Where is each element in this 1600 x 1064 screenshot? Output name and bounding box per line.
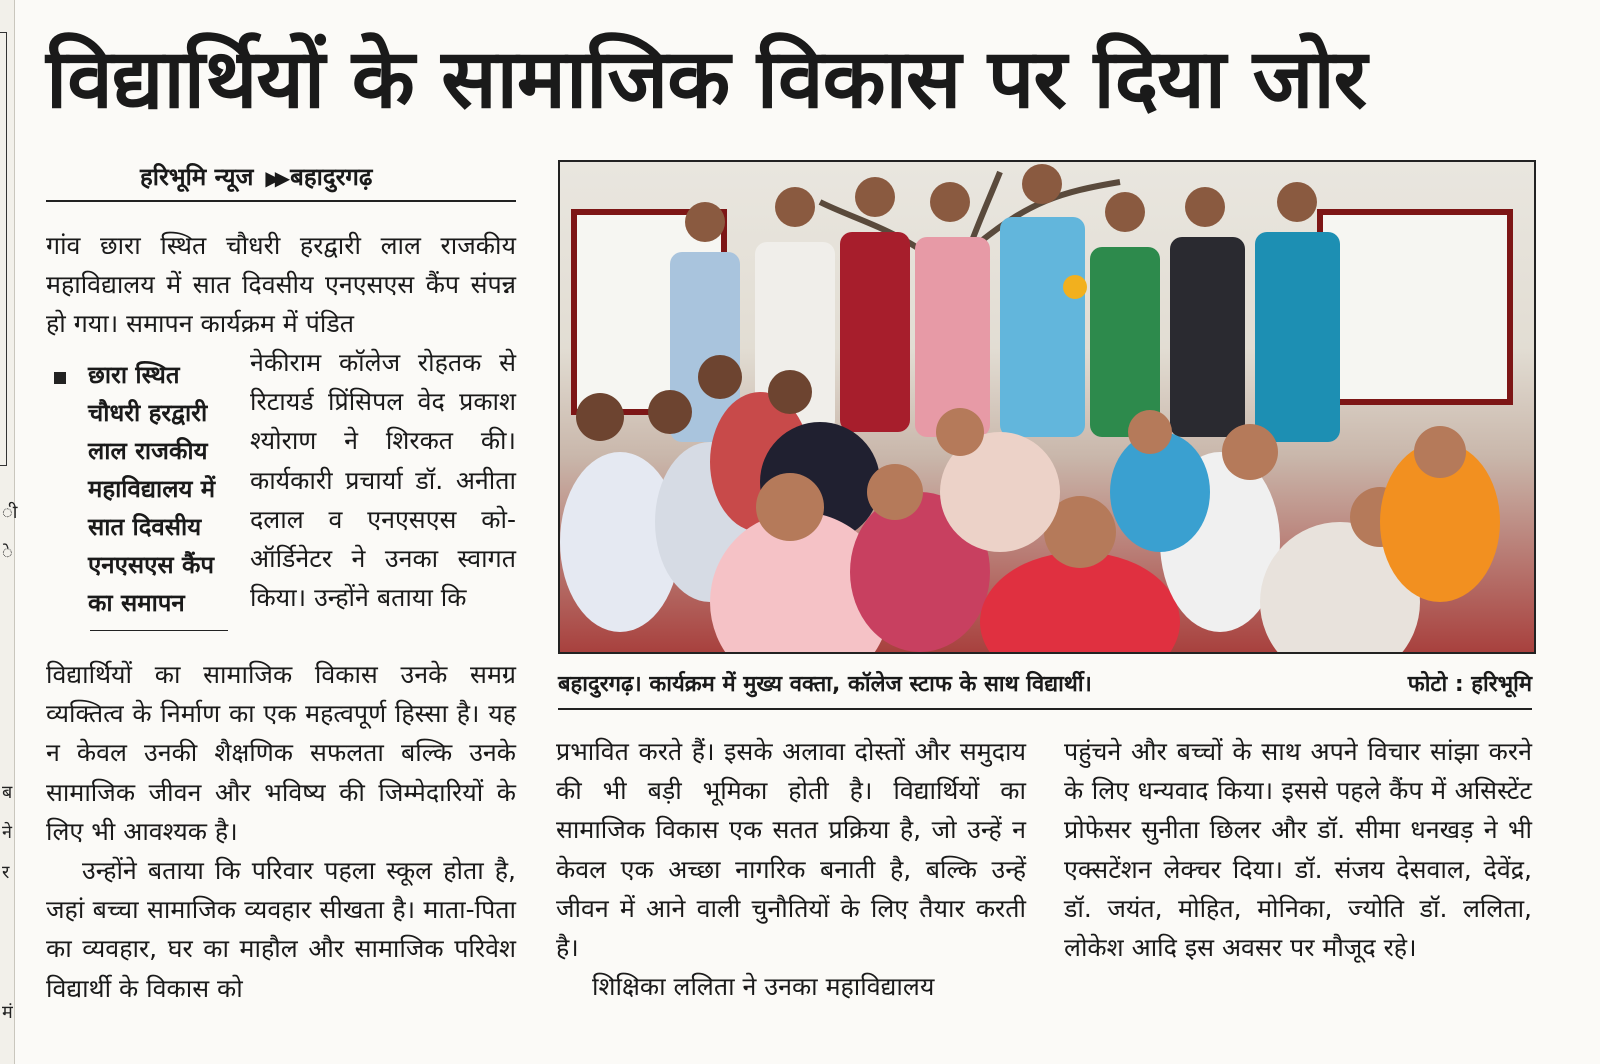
whiteboard-right [1320, 212, 1510, 402]
fast-forward-icon: ▶▶ [265, 166, 285, 190]
square-bullet-icon [54, 372, 66, 384]
col3 [1064, 732, 1532, 967]
flower-bouquet [1063, 275, 1087, 299]
edge-fragment: ी [2, 502, 18, 523]
edge-fragment: मं [2, 1002, 13, 1023]
caption-rule [558, 708, 1532, 710]
photo-credit: फोटो : हरिभूमि [1407, 672, 1532, 697]
byline-source: हरिभूमि न्यूज [140, 163, 254, 191]
col3-paragraph: पहुंचने और बच्चों के साथ अपने विचार सांझा करने के लिए धन्यवाद किया। इससे पहले कैंप में असिस्टेंट प्रोफेसर सुनीता छिलर और डॉ. सीमा धनखड़ ने भी एक्सटेंशन लेक्चर दिया। डॉ. संजय देसवाल, देवेंद्र, डॉ. जयंत, मोहित, मोनिका, ज्योति डॉ. ललिता, लोकेश आदि इस अवसर पर मौजूद रहे। [1064, 737, 1532, 963]
col2-paragraph: प्रभावित करते हैं। इसके अलावा दोस्तों और समुदाय की भी बड़ी भूमिका होती है। विद्यार्थियों का सामाजिक विकास एक सतत प्रक्रिया है, जो उन्हें न केवल एक अच्छा नागरिक बनाती है, बल्कि उन्हें जीवन में आने वाली चुनौतियों के लिए तैयार करती है। [556, 737, 1026, 963]
byline-location: बहादुरगढ़ [290, 163, 373, 191]
edge-fragment: र [2, 862, 10, 883]
article-headline: विद्यार्थियों के सामाजिक विकास पर दिया जोर [46, 32, 1367, 127]
col1-side-text: नेकीराम कॉलेज रोहतक से रिटायर्ड प्रिंसिपल वेद प्रकाश श्योराण ने शिरकत की। कार्यकारी प्रचार्या डॉ. अनीता दलाल व एनएसएस को-ऑर्डिनेटर ने उनका स्वागत किया। उन्होंने बताया कि [250, 348, 516, 613]
highlight-rule [90, 630, 228, 631]
highlight-box [48, 356, 230, 622]
article-photo [558, 160, 1536, 654]
edge-fragment: ब [2, 782, 13, 803]
group-photo-illustration [560, 162, 1534, 652]
col1-paragraph: उन्होंने बताया कि परिवार पहला स्कूल होता है, जहां बच्चा सामाजिक व्यवहार सीखता है। माता-पिता का व्यवहार, घर का माहौल और सामाजिक परिवेश विद्यार्थी के विकास को [46, 856, 516, 1003]
col1-paragraph: विद्यार्थियों का सामाजिक विकास उनके समग्र व्यक्तित्व के निर्माण का एक महत्वपूर्ण हिस्सा है। यह न केवल उनकी शैक्षणिक सफलता बल्कि उनके सामाजिक जीवन और भविष्य की जिम्मेदारियों के लिए भी आवश्यक है। [46, 660, 516, 846]
edge-fragment: े [2, 542, 13, 563]
highlight-text: छारा स्थित चौधरी हरद्वारी लाल राजकीय महाविद्यालय में सात दिवसीय एनएसएस कैंप का समापन [88, 361, 216, 617]
adjacent-box-edge [0, 32, 7, 466]
col1-side [250, 343, 516, 617]
col2-paragraph: शिक्षिका ललिता ने उनका महाविद्यालय [592, 972, 935, 1002]
col1-intro-text: गांव छारा स्थित चौधरी हरद्वारी लाल राजकीय महाविद्यालय में सात दिवसीय एनएसएस कैंप संपन्न हो गया। समापन कार्यक्रम में पंडित [46, 231, 516, 339]
byline [140, 160, 372, 193]
byline-rule [46, 200, 516, 202]
edge-fragment: ने [2, 822, 12, 843]
photo-caption [558, 668, 1532, 698]
photo-caption-text: बहादुरगढ़। कार्यक्रम में मुख्य वक्ता, कॉलेज स्टाफ के साथ विद्यार्थी। [558, 672, 1092, 697]
col1-bottom [46, 655, 516, 1008]
col2 [556, 732, 1026, 1006]
col1-intro [46, 226, 516, 344]
